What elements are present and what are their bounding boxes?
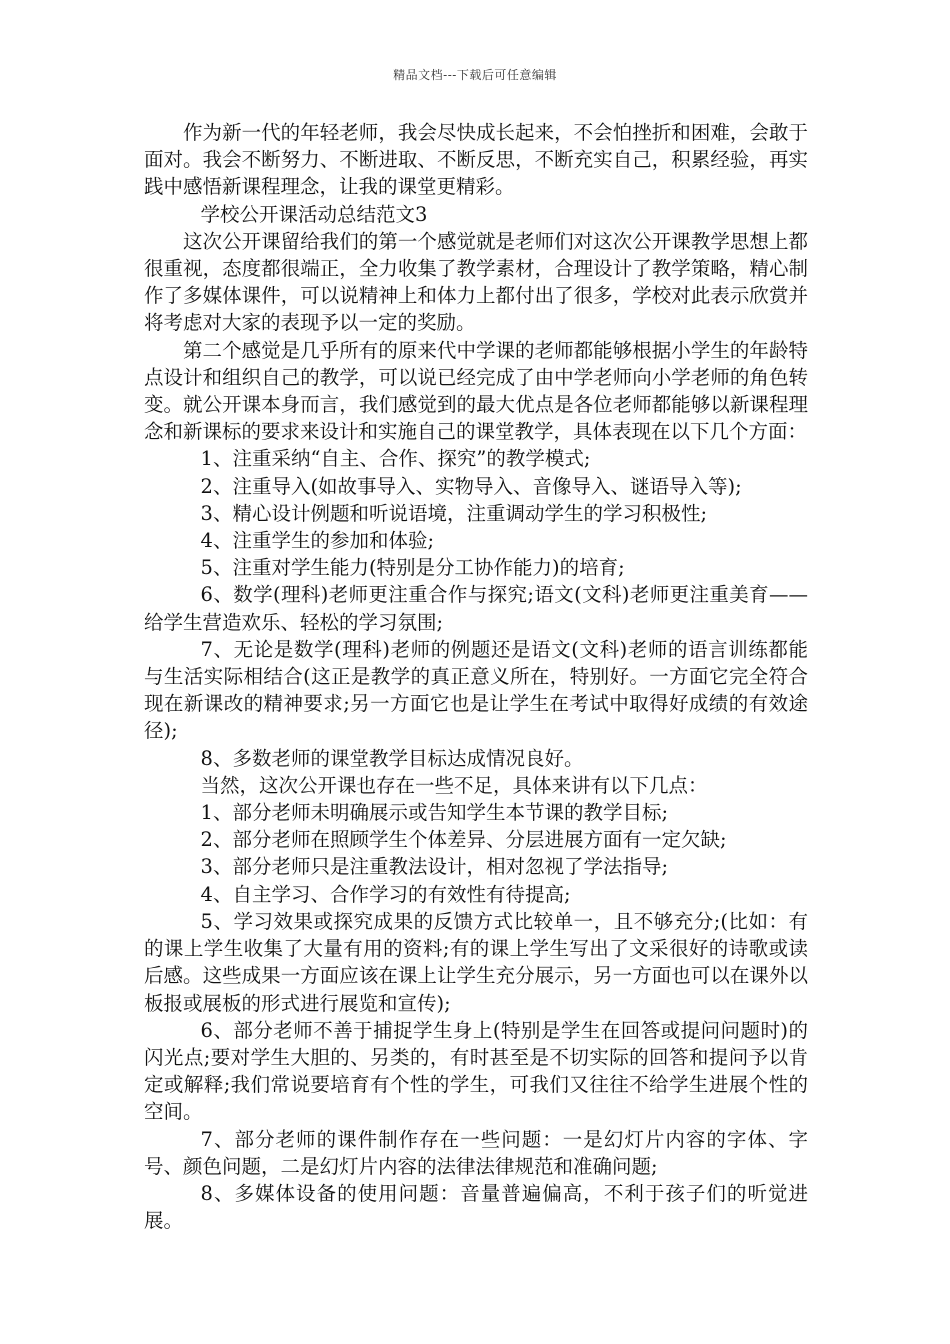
paragraph: 当然，这次公开课也存在一些不足，具体来讲有以下几点： bbox=[200, 773, 708, 797]
list-item: 5、学习效果或探究成果的反馈方式比较单一，且不够充分;(比如：有的课上学生收集了大量有用的资料;有的课上学生写出了文采很好的诗歌或读后感。这些成果一方面应该在课上让学生充分展示，另一方面也可以在课外以板报或展板的形式进行展览和宣传); bbox=[144, 909, 808, 1015]
list-item: 4、注重学生的参加和体验; bbox=[200, 529, 435, 553]
paragraph: 作为新一代的年轻老师，我会尽快成长起来，不会怕挫折和困难，会敢于面对。我会不断努力、不断进取、不断反思，不断充实自己，积累经验，再实践中感悟新课程理念，让我的课堂更精彩。 bbox=[144, 121, 808, 199]
list-item: 4、自主学习、合作学习的有效性有待提高; bbox=[200, 882, 571, 906]
list-item: 7、无论是数学(理科)老师的例题还是语文(文科)老师的语言训练都能与生活实际相结合(这正是教学的真正意义所在，特别好。一方面它完全符合现在新课改的精神要求;另一方面它也是让学生在考试中取得好成绩的有效途径); bbox=[144, 637, 808, 743]
list-item: 1、注重采纳“自主、合作、探究”的教学模式; bbox=[200, 447, 591, 471]
section-heading: 学校公开课活动总结范文3 bbox=[200, 202, 428, 226]
list-item: 5、注重对学生能力(特别是分工协作能力)的培育; bbox=[200, 556, 625, 580]
list-item: 6、部分老师不善于捕捉学生身上(特别是学生在回答或提问问题时)的闪光点;要对学生大胆的、另类的，有时甚至是不切实际的回答和提问予以肯定或解释;我们常说要培育有个性的学生，可我们又往往不给学生进展个性的空间。 bbox=[144, 1018, 808, 1124]
paragraph: 第二个感觉是几乎所有的原来代中学课的老师都能够根据小学生的年龄特点设计和组织自己的教学，可以说已经完成了由中学老师向小学老师的角色转变。就公开课本身而言，我们感觉到的最大优点是各位老师都能够以新课程理念和新课标的要求来设计和实施自己的课堂教学，具体表现在以下几个方面： bbox=[144, 338, 808, 444]
page-header: 精品文档---下载后可任意编辑 bbox=[393, 68, 557, 82]
list-item: 8、多媒体设备的使用问题：音量普遍偏高，不利于孩子们的听觉进展。 bbox=[144, 1181, 808, 1233]
list-item: 6、数学(理科)老师更注重合作与探究;语文(文科)老师更注重美育——给学生营造欢乐、轻松的学习氛围; bbox=[144, 583, 808, 634]
list-item: 8、多数老师的课堂教学目标达成情况良好。 bbox=[200, 746, 584, 770]
list-item: 2、注重导入(如故事导入、实物导入、音像导入、谜语导入等); bbox=[200, 474, 742, 498]
list-item: 3、部分老师只是注重教法设计，相对忽视了学法指导; bbox=[200, 855, 669, 879]
list-item: 1、部分老师未明确展示或告知学生本节课的教学目标; bbox=[200, 801, 669, 825]
list-item: 7、部分老师的课件制作存在一些问题：一是幻灯片内容的字体、字号、颜色问题，二是幻灯片内容的法律法律规范和准确问题; bbox=[144, 1127, 808, 1178]
document-body bbox=[144, 119, 808, 1234]
paragraph: 这次公开课留给我们的第一个感觉就是老师们对这次公开课教学思想上都很重视，态度都很端正，全力收集了教学素材，合理设计了教学策略，精心制作了多媒体课件，可以说精神上和体力上都付出了很多，学校对此表示欣赏并将考虑对大家的表现予以一定的奖励。 bbox=[144, 229, 808, 335]
list-item: 3、精心设计例题和听说语境，注重调动学生的学习积极性; bbox=[200, 501, 708, 525]
list-item: 2、部分老师在照顾学生个体差异、分层进展方面有一定欠缺; bbox=[200, 828, 727, 852]
